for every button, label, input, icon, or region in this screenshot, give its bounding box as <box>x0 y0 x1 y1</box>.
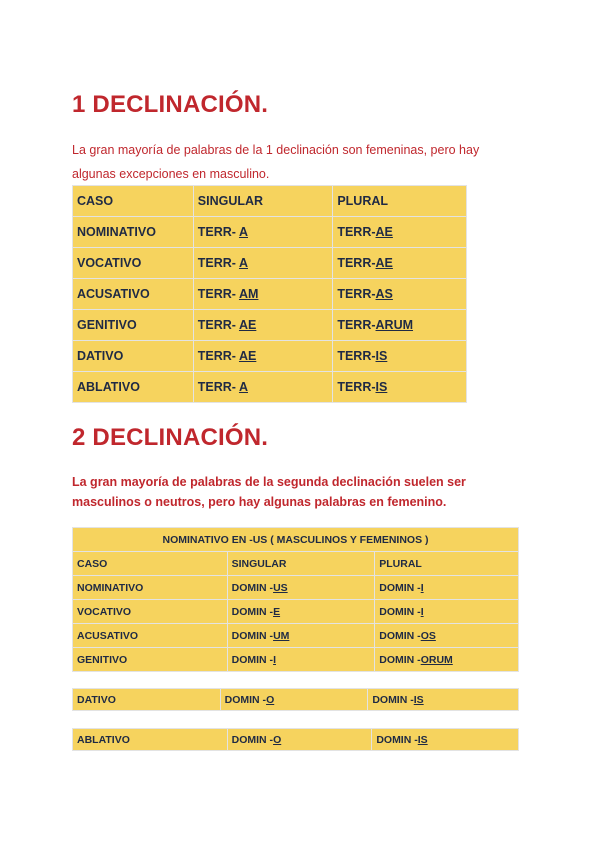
stem: TERR- <box>337 225 376 239</box>
plural-cell <box>333 310 467 341</box>
case-cell: NOMINATIVO <box>73 217 194 248</box>
table-row <box>73 576 519 600</box>
ending: IS <box>417 733 428 746</box>
table-caption-row <box>73 528 519 552</box>
stem: TERR- <box>197 349 239 363</box>
ending: I <box>420 581 424 594</box>
ending: A <box>238 256 248 270</box>
section2-paragraph <box>72 472 512 512</box>
ending: I <box>420 605 424 618</box>
ending: O <box>273 733 282 746</box>
plural-cell <box>333 341 467 372</box>
singular-cell <box>193 341 333 372</box>
stem: TERR- <box>197 287 239 301</box>
ending: IS <box>375 349 388 363</box>
ending: A <box>238 380 248 394</box>
stem: DOMIN - <box>372 693 414 706</box>
plural-cell <box>333 217 467 248</box>
table-row <box>73 341 467 372</box>
ablativo-table <box>72 728 519 751</box>
stem: DOMIN - <box>231 733 274 746</box>
ending: US <box>273 581 288 594</box>
plural-cell <box>375 624 519 648</box>
case-cell: ACUSATIVO <box>73 279 194 310</box>
stem: DOMIN - <box>231 581 274 594</box>
singular-cell <box>193 248 333 279</box>
case-cell: GENITIVO <box>73 648 228 672</box>
table-row <box>73 279 467 310</box>
plural-cell <box>372 729 519 751</box>
singular-cell <box>227 576 375 600</box>
section1-title: 1 DECLINACIÓN. <box>72 91 269 118</box>
ending: AM <box>238 287 259 301</box>
stem: TERR- <box>337 287 376 301</box>
table-row <box>73 310 467 341</box>
ending: IS <box>375 380 388 394</box>
section2-title: 2 DECLINACIÓN. <box>72 424 269 451</box>
stem: TERR- <box>337 256 376 270</box>
dativo-table <box>72 688 519 711</box>
stem: TERR- <box>337 318 376 332</box>
section2-paragraph-line1: La gran mayoría de palabras de la segunda declinación suelen ser <box>72 475 466 489</box>
table-row <box>73 624 519 648</box>
plural-cell <box>368 689 519 711</box>
singular-cell <box>227 729 372 751</box>
singular-cell <box>193 310 333 341</box>
case-cell: GENITIVO <box>73 310 194 341</box>
ending: IS <box>413 693 424 706</box>
table-row <box>73 372 467 403</box>
table-row <box>73 729 519 751</box>
plural-cell <box>333 248 467 279</box>
stem: DOMIN - <box>224 693 267 706</box>
ending: A <box>238 225 248 239</box>
plural-cell <box>333 279 467 310</box>
case-cell: VOCATIVO <box>73 248 194 279</box>
section1-paragraph-line2: algunas excepciones en masculino. <box>72 167 270 181</box>
singular-cell <box>220 689 368 711</box>
section2-paragraph-line2: masculinos o neutros, pero hay algunas palabras en femenino. <box>72 495 447 509</box>
header-plural: PLURAL <box>333 186 467 217</box>
plural-cell <box>375 600 519 624</box>
case-cell: ACUSATIVO <box>73 624 228 648</box>
declension2-table <box>72 527 519 672</box>
stem: DOMIN - <box>379 629 421 642</box>
ending: ORUM <box>420 653 453 666</box>
singular-cell <box>193 372 333 403</box>
header-caso: CASO <box>73 186 194 217</box>
ending: AE <box>238 349 257 363</box>
section1-paragraph-line1: La gran mayoría de palabras de la 1 declinación son femeninas, pero hay <box>72 143 480 157</box>
singular-cell <box>227 648 375 672</box>
singular-cell <box>193 279 333 310</box>
ending: AE <box>238 318 257 332</box>
stem: DOMIN - <box>379 581 421 594</box>
singular-cell <box>193 217 333 248</box>
section1-paragraph <box>72 138 512 186</box>
ending: E <box>273 605 281 618</box>
table-row <box>73 600 519 624</box>
declension1-table <box>72 185 467 403</box>
stem: DOMIN - <box>379 605 421 618</box>
stem: TERR- <box>337 349 376 363</box>
table-caption: NOMINATIVO EN -US ( MASCULINOS Y FEMENINOS ) <box>73 528 519 552</box>
header-singular: SINGULAR <box>193 186 333 217</box>
case-cell: NOMINATIVO <box>73 576 228 600</box>
case-cell: DATIVO <box>73 689 221 711</box>
stem: TERR- <box>197 256 239 270</box>
stem: TERR- <box>197 318 239 332</box>
case-cell: VOCATIVO <box>73 600 228 624</box>
header-plural: PLURAL <box>375 552 519 576</box>
ending: AS <box>375 287 393 301</box>
stem: DOMIN - <box>231 653 274 666</box>
stem: TERR- <box>197 380 239 394</box>
case-cell: ABLATIVO <box>73 372 194 403</box>
plural-cell <box>375 648 519 672</box>
ending: ARUM <box>375 318 414 332</box>
plural-cell <box>333 372 467 403</box>
header-singular: SINGULAR <box>227 552 375 576</box>
stem: TERR- <box>197 225 239 239</box>
plural-cell <box>375 576 519 600</box>
stem: DOMIN - <box>231 605 274 618</box>
stem: TERR- <box>337 380 376 394</box>
table-row <box>73 217 467 248</box>
stem: DOMIN - <box>231 629 274 642</box>
ending: AE <box>375 256 393 270</box>
ending: AE <box>375 225 393 239</box>
case-cell: ABLATIVO <box>73 729 228 751</box>
table-row <box>73 248 467 279</box>
ending: O <box>266 693 275 706</box>
table-header-row <box>73 552 519 576</box>
case-cell: DATIVO <box>73 341 194 372</box>
stem: DOMIN - <box>379 653 421 666</box>
table-row <box>73 689 519 711</box>
table-header-row <box>73 186 467 217</box>
ending: OS <box>420 629 436 642</box>
stem: DOMIN - <box>376 733 418 746</box>
ending: UM <box>273 629 290 642</box>
ending: I <box>273 653 276 666</box>
table-row <box>73 648 519 672</box>
singular-cell <box>227 624 375 648</box>
header-caso: CASO <box>73 552 228 576</box>
singular-cell <box>227 600 375 624</box>
